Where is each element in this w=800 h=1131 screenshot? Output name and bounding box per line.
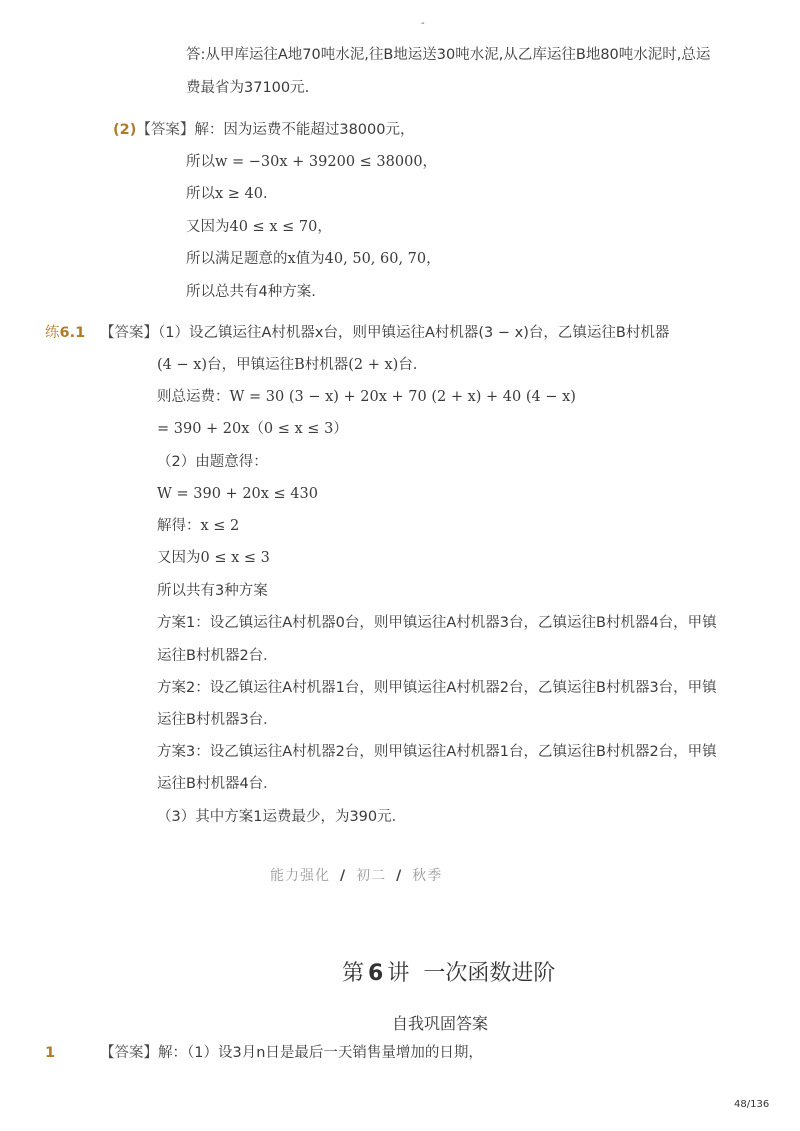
answer-line: 答:从甲库运往A地70吨水泥,往B地运送30吨水泥,从乙库运往B地80吨水泥时,总运: [186, 47, 711, 63]
answer-tag: 【答案】: [136, 122, 195, 138]
exercise-line-12: 方案3：设乙镇运往A村机器2台，则甲镇运往A村机器1台，乙镇运往B村机器2台，甲镇: [157, 744, 717, 760]
exercise-line-11: 运往B村机器3台．: [157, 712, 278, 728]
footer-item: 秋季: [412, 868, 443, 884]
footer-separator: /: [340, 868, 347, 884]
top-mark: -: [421, 18, 425, 29]
question-number: 1: [45, 1045, 56, 1061]
exercise-label: [45, 323, 85, 343]
exercise-line-3: （2）由题意得：: [157, 454, 268, 470]
exercise-line-14: （3）其中方案1运费最少，为390元．: [157, 809, 407, 825]
exercise-line-10: 方案2：设乙镇运往A村机器1台，则甲镇运往A村机器2台，乙镇运往B村机器3台，甲镇: [157, 680, 717, 696]
exercise-line-9: 运往B村机器2台．: [157, 648, 278, 664]
exercise-line-1: 则总运费：W = 30 (3 − x) + 20x + 70 (2 + x) + 40 (4 − x): [157, 389, 576, 405]
answer-tag: 【答案】: [100, 1045, 158, 1061]
part2-line-2: 所以x ≥ 40.: [186, 186, 268, 202]
exercise-prefix: 练: [45, 325, 60, 341]
part2-line-5: 所以总共有4种方案.: [186, 284, 316, 300]
part2-header: [113, 120, 414, 140]
answer-line: 费最省为37100元.: [186, 80, 310, 96]
exercise-line-6: 又因为0 ≤ x ≤ 3: [157, 550, 270, 566]
exercise-line-4: W = 390 + 20x ≤ 430: [157, 486, 318, 502]
exercise-line-7: 所以共有3种方案: [157, 583, 268, 599]
footer-item: 能力强化: [270, 868, 330, 884]
exercise-line-2: = 390 + 20x（0 ≤ x ≤ 3）: [157, 421, 348, 437]
lecture-heading: [342, 956, 555, 987]
exercise-number: 6.1: [59, 325, 86, 341]
footer-item: 初二: [356, 868, 387, 884]
page-number: 48/136: [734, 1099, 770, 1110]
lecture-number: 6: [368, 961, 384, 986]
part2-line-4: 所以满足题意的x值为40, 50, 60, 70，: [186, 251, 441, 267]
footer-separator: /: [396, 868, 403, 884]
section-title: 自我巩固答案: [392, 1014, 489, 1033]
exercise-line-8: 方案1：设乙镇运往A村机器0台，则甲镇运往A村机器3台，乙镇运往B村机器4台，甲镇: [157, 615, 717, 631]
running-footer: [270, 865, 442, 885]
exercise-line-5: 解得：x ≤ 2: [157, 518, 240, 534]
part2-line-0: 解：因为运费不能超过38000元，: [194, 122, 415, 138]
question-line: [100, 1043, 483, 1063]
part2-line-3: 又因为40 ≤ x ≤ 70，: [186, 219, 332, 235]
question-text: 解：（1）设3月n日是最后一天销售量增加的日期，: [158, 1045, 483, 1061]
answer-tag: 【答案】: [100, 325, 158, 341]
lecture-prefix: 第: [342, 961, 365, 986]
part2-label: (2): [113, 122, 137, 138]
lecture-title: 一次函数进阶: [423, 961, 556, 986]
part2-line-1: 所以w = −30x + 39200 ≤ 38000，: [186, 154, 438, 170]
exercise-first-line: [100, 323, 669, 343]
lecture-suffix: 讲: [387, 961, 410, 986]
exercise-line-0: (4 − x)台，甲镇运往B村机器(2 + x)台．: [157, 357, 428, 373]
exercise-line-13: 运往B村机器4台．: [157, 776, 278, 792]
exercise-line: （1）设乙镇运往A村机器x台，则甲镇运往A村机器(3 − x)台，乙镇运往B村机器: [158, 325, 670, 341]
